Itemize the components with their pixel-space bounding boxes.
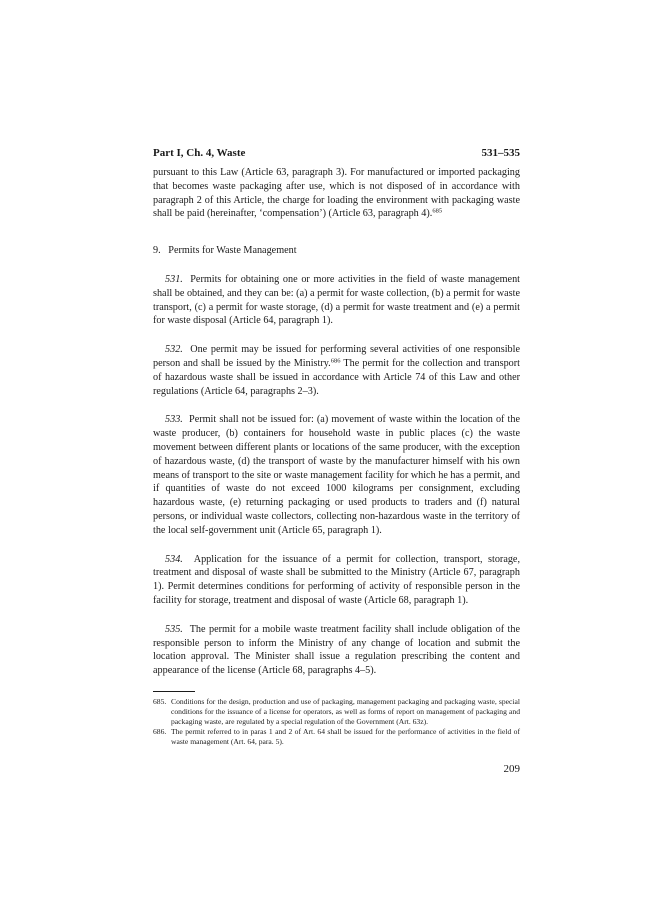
paragraph-text: One permit may be issued for performing several activities of one responsible person and shall be issued by the Ministry.: [153, 344, 521, 369]
section-heading: [153, 244, 520, 258]
paragraph-531: [153, 273, 520, 328]
paragraph-text: Application for the issuance of a permit for collection, transport, storage, treatment and disposal of waste shall be submitted to the Ministry (Article 67, paragraph 1). Permit determines conditions for performing of activity of responsible person in the facility for storage, treatment and disposal of waste (Article 68, paragraph 1).: [153, 553, 520, 606]
section-title: Permits for Waste Management: [168, 245, 297, 257]
paragraph-number: 531.: [165, 273, 183, 285]
paragraph-number: 534.: [165, 553, 183, 565]
paragraph-534: [153, 553, 520, 608]
continued-paragraph: [153, 166, 520, 221]
paragraph-text: The permit for a mobile waste treatment facility shall include obligation of the responsible person to inform the Ministry of any change of location and submit the location approval. The Minister shall issue a regulation prescribing the content and appearance of the license (Article 68, paragraphs 4–5).: [153, 623, 520, 677]
running-head-paragraph-range: 531–535: [481, 147, 520, 159]
paragraph-text: Permit shall not be issued for: (a) movement of waste within the location of the waste producer, (b) containers for household waste in public places (c) the waste movement between different plants or locations of the same producer, with the exception of hazardous waste, (d) the transport of waste by the manufacturer himself with his own means of transport to the site or waste management facility for which he has a permit, and if quantities of waste do not exceed 1000 kilograms per consignment, excluding hazardous waste, (e) returning packaging or used products to traders and (f) natural persons, or individual waste collectors, collecting non-hazardous waste in the territory of the local self-government unit (Article 65, paragraph 1).: [153, 414, 520, 536]
paragraph-text: Permits for obtaining one or more activities in the field of waste management shall be obtained, and they can be: (a) a permit for waste collection, (b) a permit for waste transport, (c) a permit for waste storage, (d) a permit for waste treatment and (e) a permit for waste disposal (Article 64, paragraph 1).: [153, 273, 520, 327]
footnote-number: 686.: [153, 726, 167, 736]
running-head-chapter: Part I, Ch. 4, Waste: [153, 147, 246, 159]
page-body: [153, 146, 520, 775]
paragraph-532: [153, 343, 520, 398]
running-head: [153, 146, 520, 160]
footnote-number: 685.: [153, 696, 167, 706]
paragraph-text-continued: The permit for the collection and transport of hazardous waste shall be issued in accordance with Article 74 of this Law and other regulations (Article 64, paragraphs 2–3).: [153, 357, 520, 397]
footnote-685: [153, 697, 520, 727]
paragraph-number: 535.: [165, 623, 183, 635]
footnote-text: Conditions for the design, production and use of packaging, management packaging and packaging waste, special conditions for the issuance of a license for operators, as well as forms of report on management of packaging and packaging waste, are regulated by a special regulation of the Government (Art. 63z).: [171, 696, 520, 726]
footnote-text: The permit referred to in paras 1 and 2 of Art. 64 shall be issued for the performance of activities in the field of waste management (Art. 64, para. 5).: [171, 726, 520, 746]
section-number: 9.: [153, 245, 161, 257]
footnote-ref-686[interactable]: 686: [330, 357, 341, 365]
paragraph-533: [153, 413, 520, 537]
footnote-divider: [153, 691, 195, 692]
paragraph-number: 532.: [165, 344, 183, 356]
paragraph-535: [153, 623, 520, 678]
footnotes: [153, 697, 520, 747]
page-number: 209: [503, 762, 520, 775]
continued-paragraph-text: pursuant to this Law (Article 63, paragraph 3). For manufactured or imported packaging that becomes waste packaging after use, which is not disposed of in accordance with paragraph 2 of this Article, the charge for loading the environment with packaging waste shall be paid (hereinafter, ‘compensation’) (Article 63, paragraph 4).: [153, 167, 520, 220]
footnote-ref-685[interactable]: 685: [432, 207, 443, 215]
footnote-686: [153, 727, 520, 747]
paragraph-number: 533.: [165, 414, 183, 426]
